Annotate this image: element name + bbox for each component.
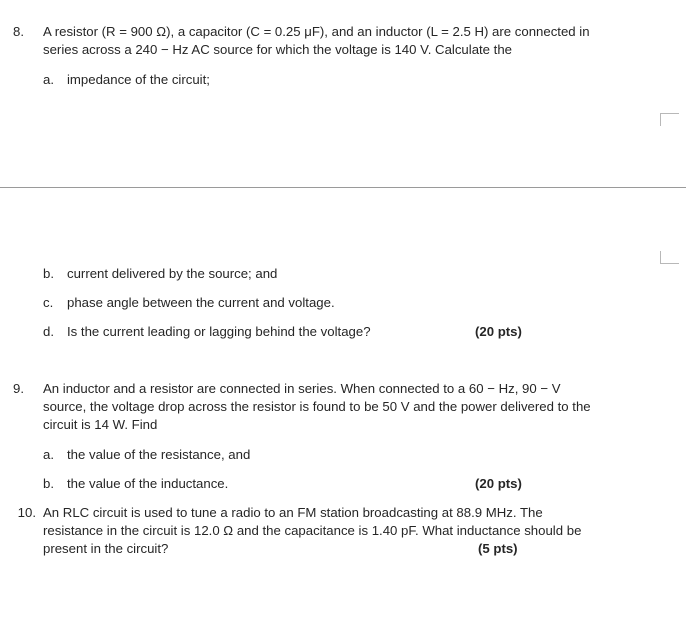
crop-mark-top — [660, 113, 679, 126]
q8-text-line2: series across a 240 − Hz AC source for which the voltage is 140 V. Calculate the — [43, 42, 513, 57]
q9-text-line2: source, the voltage drop across the resistor is found to be 50 V and the power delivered to the — [43, 399, 591, 414]
q10-text-line2: resistance in the circuit is 12.0 Ω and the capacitance is 1.40 pF. What inductance should be — [43, 523, 582, 538]
q9-item-b-label: b. — [43, 476, 54, 491]
crop-mark-bottom — [660, 251, 679, 264]
q9-item-a-label: a. — [43, 447, 54, 462]
q9-text-line3: circuit is 14 W. Find — [43, 417, 158, 432]
q8-item-b-label: b. — [43, 266, 54, 281]
q9-item-a-text: the value of the resistance, and — [67, 447, 251, 462]
q10-text-line3: present in the circuit? — [43, 541, 169, 556]
q8-item-d-label: d. — [43, 324, 54, 339]
q8-points: (20 pts) — [475, 324, 522, 339]
q8-item-c-label: c. — [43, 295, 54, 310]
q8-number: 8. — [13, 24, 24, 39]
q9-item-b-text: the value of the inductance. — [67, 476, 229, 491]
q9-text-line1: An inductor and a resistor are connected in series. When connected to a 60 − Hz, 90 − V — [43, 381, 561, 396]
q9-points: (20 pts) — [475, 476, 522, 491]
q8-item-b-text: current delivered by the source; and — [67, 266, 278, 281]
q9-number: 9. — [13, 381, 24, 396]
q8-item-a-text: impedance of the circuit; — [67, 72, 210, 87]
q10-number: 10. — [17, 505, 36, 520]
q8-item-a-label: a. — [43, 72, 54, 87]
q8-text-line1: A resistor (R = 900 Ω), a capacitor (C = 0.25 μF), and an inductor (L = 2.5 H) are connected in — [43, 24, 590, 39]
q10-points: (5 pts) — [478, 541, 518, 556]
q8-item-d-text: Is the current leading or lagging behind the voltage? — [67, 324, 371, 339]
q8-item-c-text: phase angle between the current and voltage. — [67, 295, 335, 310]
page-divider — [0, 187, 686, 188]
q10-text-line1: An RLC circuit is used to tune a radio to an FM station broadcasting at 88.9 MHz. The — [43, 505, 543, 520]
